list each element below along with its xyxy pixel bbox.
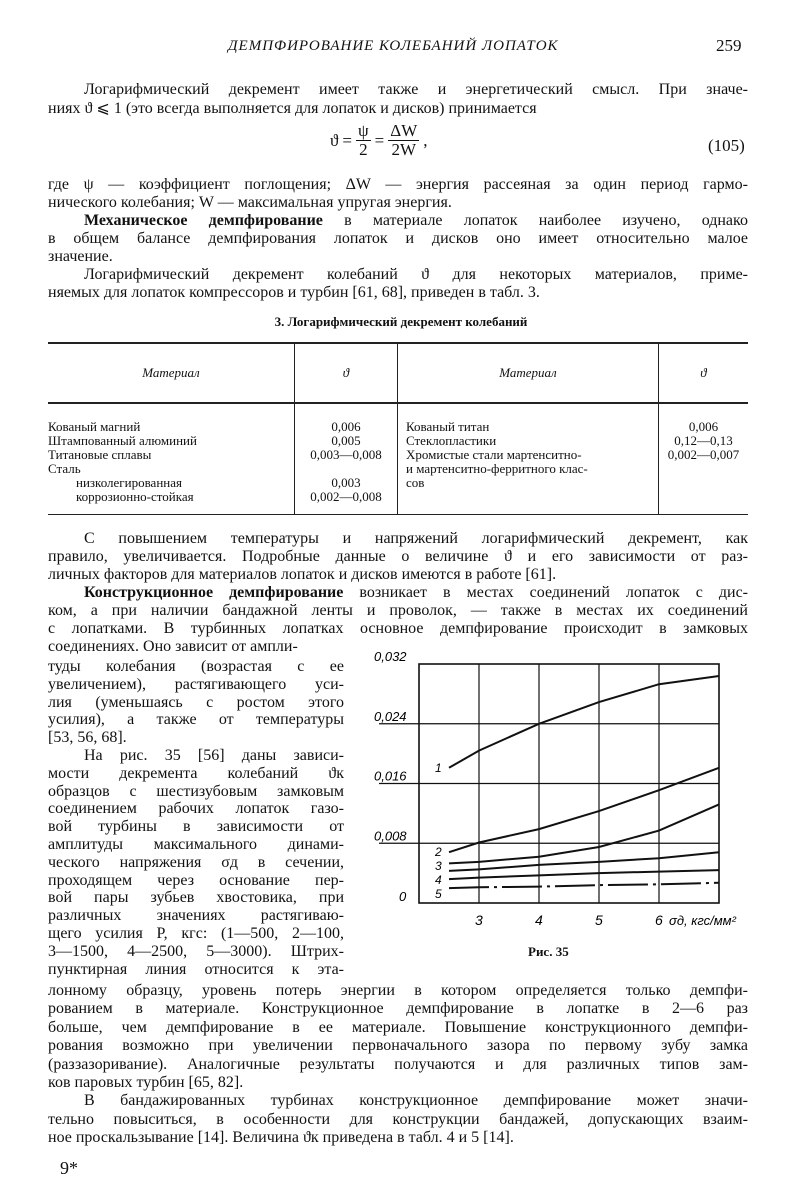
text-line: 3—1500, 4—2500, 5—3000). Штрих- [48, 942, 344, 960]
header-material: Материал [48, 343, 295, 403]
right-materials [398, 403, 659, 515]
x-tick-label: 4 [535, 912, 543, 928]
running-title: ДЕМПФИРОВАНИЕ КОЛЕБАНИЙ ЛОПАТОК [228, 38, 559, 54]
formula-lhs: ϑ [330, 130, 339, 150]
material: коррозионно-стойкая [76, 489, 194, 504]
left-materials [48, 403, 295, 515]
text-line: тельно повыситься, в особенности для конструкции бандажей, допускающих взаим- [48, 1110, 748, 1128]
text-line: соединением рабочих лопаток газо- [48, 800, 344, 818]
y-tick-label: 0,016 [374, 768, 407, 784]
material: Кованый магний [48, 419, 141, 434]
x-tick-label: 6 [655, 912, 663, 928]
material: низколегированная [76, 475, 182, 490]
formula-eq: = [374, 130, 385, 150]
text-line: значение. [48, 248, 113, 265]
text-line: ниях ϑ ⩽ 1 (это всегда выполняется для лопаток и дисков) принимается [48, 100, 537, 117]
text-line: где ψ — коэффициент поглощения; ΔW — энергия рассеяная за один период гармо- [48, 176, 748, 193]
paragraph-3 [48, 530, 748, 656]
value: 0,002—0,008 [310, 489, 382, 504]
series-label: 3 [435, 859, 442, 874]
text-line: рованием в материале. Конструкционное демпфирование в лопатке в 2—6 раз [48, 1000, 748, 1018]
text-line: ческого напряжения σд в сечении, [48, 853, 344, 871]
formula-eq: = [342, 130, 353, 150]
paragraph-1 [48, 80, 748, 118]
y-tick-label: 0,032 [374, 650, 407, 664]
series-line-5 [449, 870, 719, 879]
text-line: лия (уменьшаясь с ростом этого [48, 693, 344, 711]
text-line: с лопатками. В турбинных лопатках основное демпфирование происходит в замковых [48, 620, 748, 637]
text-line: лонному образцу, уровень потерь энергии в котором определяется только демпфи- [48, 982, 748, 999]
fraction-psi [356, 122, 371, 159]
value: 0,006 [688, 419, 719, 434]
text-line: увеличением), растягивающего уси- [48, 675, 344, 693]
text-line: В бандажированных турбинах конструкционное демпфирование может значи- [84, 1092, 748, 1110]
fraction-num: ψ [358, 121, 369, 140]
text-line: больше, чем демпфирование в ее материале. Повышение конструкционного демпфи- [48, 1018, 748, 1036]
series-label: 2 [435, 845, 442, 860]
text-line: На рис. 35 [56] даны зависи- [84, 746, 344, 764]
text-line: няемых для лопаток компрессоров и турбин [61, 68], приведен в табл. 3. [48, 284, 540, 301]
bold-term: Конструкционное демпфирование [84, 584, 344, 601]
value: 0,002—0,007 [667, 447, 740, 462]
signature-mark: 9* [60, 1158, 78, 1178]
fraction-den: 2W [391, 140, 417, 159]
series-label: 1 [435, 760, 442, 775]
series-label: 5 [435, 887, 442, 902]
figure-35-chart [360, 650, 760, 940]
page-number: 259 [716, 36, 742, 55]
text-line: правило, увеличивается. Подробные данные о величине ϑ и его зависимости от раз- [48, 548, 748, 565]
text-line: (раззазоривание). Аналогичные результаты получаются и для различных типов зам- [48, 1055, 748, 1073]
material: Штампованный алюминий [48, 433, 197, 448]
value: 0,12—0,13 [674, 433, 733, 448]
y-tick-label: 0,024 [374, 708, 407, 724]
material: Стеклопластики [406, 433, 497, 448]
header-theta: ϑ [659, 343, 749, 403]
text-line: проходящем через основание пер- [48, 871, 344, 889]
series-line-reference [449, 883, 719, 888]
x-tick-label: 3 [475, 912, 483, 928]
y-tick-label: 0,008 [374, 828, 407, 844]
material: и мартенситно-ферритного клас- [406, 461, 588, 476]
text-line: вой турбины в зависимости от [48, 818, 344, 836]
series-label: 4 [435, 873, 442, 888]
series-line-3 [449, 804, 719, 863]
value: 0,003 [331, 475, 361, 490]
text-line: С повышением температуры и напряжений логарифмический декремент, как [84, 530, 748, 547]
text-line: ком, а при наличии бандажной ленты и проволок, — также в местах их соединений [48, 602, 748, 619]
text-line: нического колебания; W — максимальная упругая энергия. [48, 194, 452, 211]
value: 0,003—0,008 [310, 447, 382, 462]
header-material: Материал [398, 343, 659, 403]
series-line-1 [449, 676, 719, 768]
value [295, 462, 397, 476]
text-line: различных значениях растягиваю- [48, 907, 344, 925]
text-line: Конструкционное демпфирование возникает в местах соединений лопаток с дис- [84, 584, 748, 601]
text-line: усилия), а также от температуры [48, 711, 344, 729]
value: 0,005 [331, 433, 361, 448]
figure-caption: Рис. 35 [528, 944, 569, 959]
fraction-den: 2 [359, 140, 368, 159]
text-line: ное проскальзывание [14]. Величина ϑк приведена в табл. 4 и 5 [14]. [48, 1129, 514, 1147]
right-values [659, 403, 749, 515]
value: 0,006 [331, 419, 361, 434]
formula-105 [330, 122, 428, 159]
text-line: амплитуды максимального динами- [48, 835, 344, 853]
text-line: вой пары зубьев хвостовика, при [48, 889, 344, 907]
text-line: соединениях. Оно зависит от ампли- [48, 638, 298, 655]
bold-term: Механическое демпфирование [84, 212, 323, 229]
text-line: личных факторов для материалов лопаток и дисков имеются в работе [61]. [48, 566, 557, 583]
text-line: Механическое демпфирование в материале лопаток наиболее изучено, однако [84, 212, 748, 229]
text-line: ков паровых турбин [65, 82]. [48, 1074, 244, 1092]
left-values [295, 403, 398, 515]
text-line: щего усилия P, кгс: (1—500, 2—100, [48, 924, 344, 942]
series-line-2 [449, 768, 719, 852]
paragraph-column [48, 658, 344, 978]
material: Сталь [48, 461, 81, 476]
text-line: пунктирная линия относится к эта- [48, 960, 344, 978]
material: сов [406, 475, 425, 490]
material: Титановые сплавы [48, 447, 152, 462]
text-line: туды колебания (возрастая с ее [48, 658, 344, 675]
fraction-num: ΔW [390, 121, 418, 140]
formula-tail: , [423, 130, 428, 150]
fraction-energy [388, 122, 419, 159]
header-theta: ϑ [295, 343, 398, 403]
paragraph-2 [48, 176, 748, 302]
text-line: Логарифмический декремент имеет также и энергетический смысл. При значе- [84, 81, 748, 98]
material: Кованый титан [406, 419, 490, 434]
paragraph-4 [48, 982, 748, 1148]
text-line: [53, 56, 68]. [48, 729, 127, 747]
decrement-table [48, 342, 748, 515]
x-tick-label: 5 [595, 912, 603, 928]
x-axis-label: σд, кгс/мм² [669, 913, 736, 928]
text-line: в общем балансе демпфирования лопаток и дисков оно имеет относительно малое [48, 230, 748, 247]
y-tick-label: 0 [399, 889, 407, 904]
text-line: мости декремента колебаний ϑк [48, 764, 344, 782]
text-line: рования возможно при увеличении первоначального зазора по первому зубу замка [48, 1037, 748, 1055]
text-line: образцов с шестизубовым замковым [48, 782, 344, 800]
material: Хромистые стали мартенситно- [406, 447, 582, 462]
table-caption: 3. Логарифмический декремент колебаний [274, 314, 528, 329]
text-line: Логарифмический декремент колебаний ϑ для некоторых материалов, приме- [84, 266, 748, 283]
equation-number: (105) [708, 136, 745, 155]
